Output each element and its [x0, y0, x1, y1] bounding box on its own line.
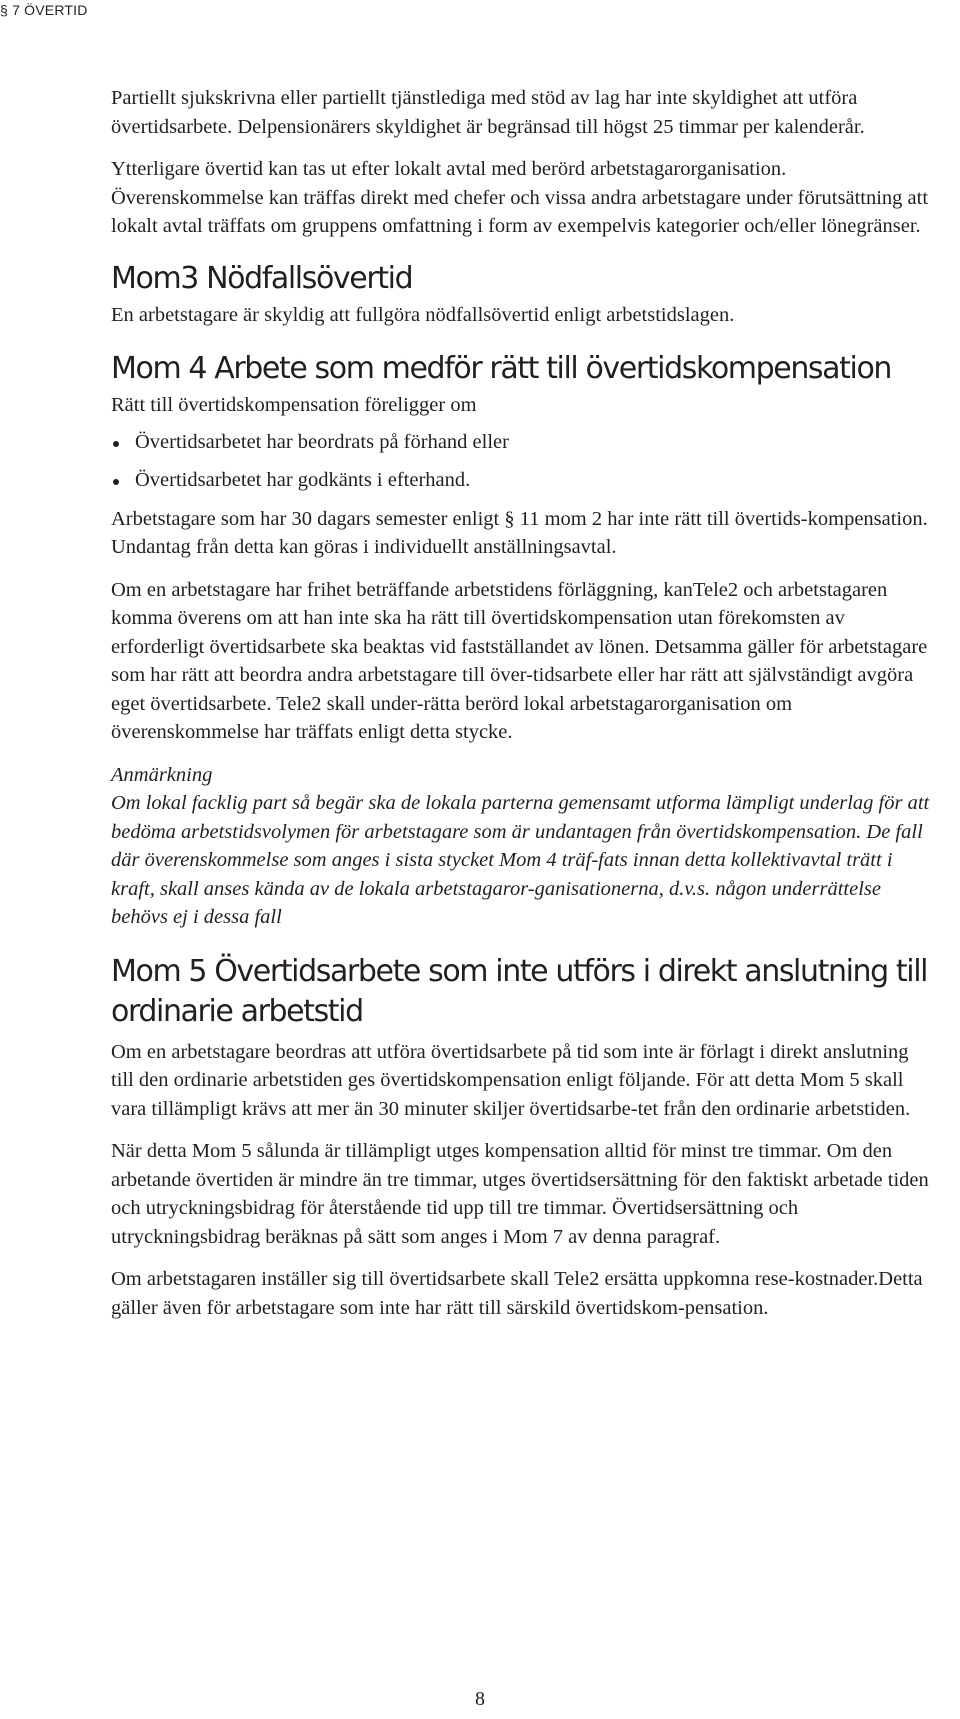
mom5-heading: Mom 5 Övertidsarbete som inte utförs i direkt anslutning till ordinarie arbetstid — [111, 953, 928, 1029]
mom4-lead: Rätt till övertidskompensation föreligger om — [111, 394, 477, 416]
page-number: 8 — [475, 1688, 485, 1710]
note-text: Om lokal facklig part så begär ska de lokala parterna gemensamt utforma lämpligt underlag för att bedöma arbetstidsvolymen för arbetstagare som är undantagen från övertidskompensation. De fall där överenskommelse som anges i sista stycket Mom 4 träf-fats innan detta kollektivavtal trätt i kraft, skall anses kända av de lokala arbetstagaror-ganisationerna, d.v.s. någon underrättelse behövs ej i dessa fall — [111, 792, 930, 928]
mom5-paragraph-3: Om arbetstagaren inställer sig till övertidsarbete skall Tele2 ersätta uppkomna rese-kostnader.Detta gäller även för arbetstagare som inte har rätt till särskild övertidskom-pensation. — [111, 1268, 923, 1319]
mom5-paragraph-2: När detta Mom 5 sålunda är tillämpligt utges kompensation alltid för minst tre timmar. Om den arbetande övertiden är mindre än tre timmar, utges övertidsersättning för den faktiskt arbetade tiden och utryckningsbidrag för återstående tid upp till tre timmar. Övertidsersättning och utryckningsbidrag beräknas på sätt som anges i Mom 7 av denna paragraf. — [111, 1140, 929, 1248]
list-item — [111, 466, 931, 495]
mom3-heading: Mom3 Nödfallsövertid — [111, 260, 413, 296]
note-title: Anmärkning — [111, 763, 213, 786]
mom4-paragraph-2: Om en arbetstagare har frihet beträffande arbetstidens förläggning, kanTele2 och arbetstagaren komma överens om att han inte ska ha rätt till övertidskompensation utan förekomsten av erforderligt övertidsarbete ska beaktas vid fastställandet av lönen. Detsamma gäller för arbetstagare som har rätt att beordra andra arbetstagare till över-tidsarbete eller har rätt att självständigt avgöra eget övertidsarbete. Tele2 skall under-rätta berörd lokal arbetstagarorganisation om överenskommelse har träffats enligt detta stycke. — [111, 578, 928, 743]
intro-paragraph-1: Partiellt sjukskrivna eller partiellt tjänstlediga med stöd av lag har inte skyldighet att utföra övertidsarbete. Delpensionärers skyldighet är begränsad till högst 25 timmar per kalenderår. — [111, 87, 865, 138]
mom3-paragraph: En arbetstagare är skyldig att fullgöra nödfallsövertid enligt arbetstidslagen. — [111, 303, 735, 326]
list-item-text: Övertidsarbetet har beordrats på förhand eller — [135, 430, 509, 453]
page-content — [111, 84, 931, 1322]
mom5-paragraph-1: Om en arbetstagare beordras att utföra övertidsarbete på tid som inte är förlagt i direkt anslutning till den ordinarie arbetstiden ges övertidskompensation enligt följande. För att detta Mom 5 skall vara tillämpligt krävs att mer än 30 minuter skiljer övertidsarbe-tet från den ordinarie arbetstiden. — [111, 1040, 911, 1120]
list-item-text: Övertidsarbetet har godkänts i efterhand. — [135, 469, 471, 491]
running-head: § 7 ÖVERTID — [0, 2, 88, 18]
list-item — [111, 428, 931, 457]
bullet-icon — [113, 441, 119, 447]
mom4-bullet-list — [111, 428, 931, 495]
mom4-heading: Mom 4 Arbete som medför rätt till övertidskompensation — [111, 351, 892, 386]
intro-paragraph-2: Ytterligare övertid kan tas ut efter lokalt avtal med berörd arbetstagarorganisation. Överenskommelse kan träffas direkt med chefer och vissa andra arbetstagare under förutsättning att lokalt avtal träffats om gruppens omfattning i form av exempelvis kategorier och/eller lönegränser. — [111, 158, 929, 237]
mom4-paragraph-1: Arbetstagare som har 30 dagars semester enligt § 11 mom 2 har inte rätt till övertids-kompensation. Undantag från detta kan göras i individuellt anställningsavtal. — [111, 507, 928, 558]
bullet-icon — [113, 479, 119, 485]
